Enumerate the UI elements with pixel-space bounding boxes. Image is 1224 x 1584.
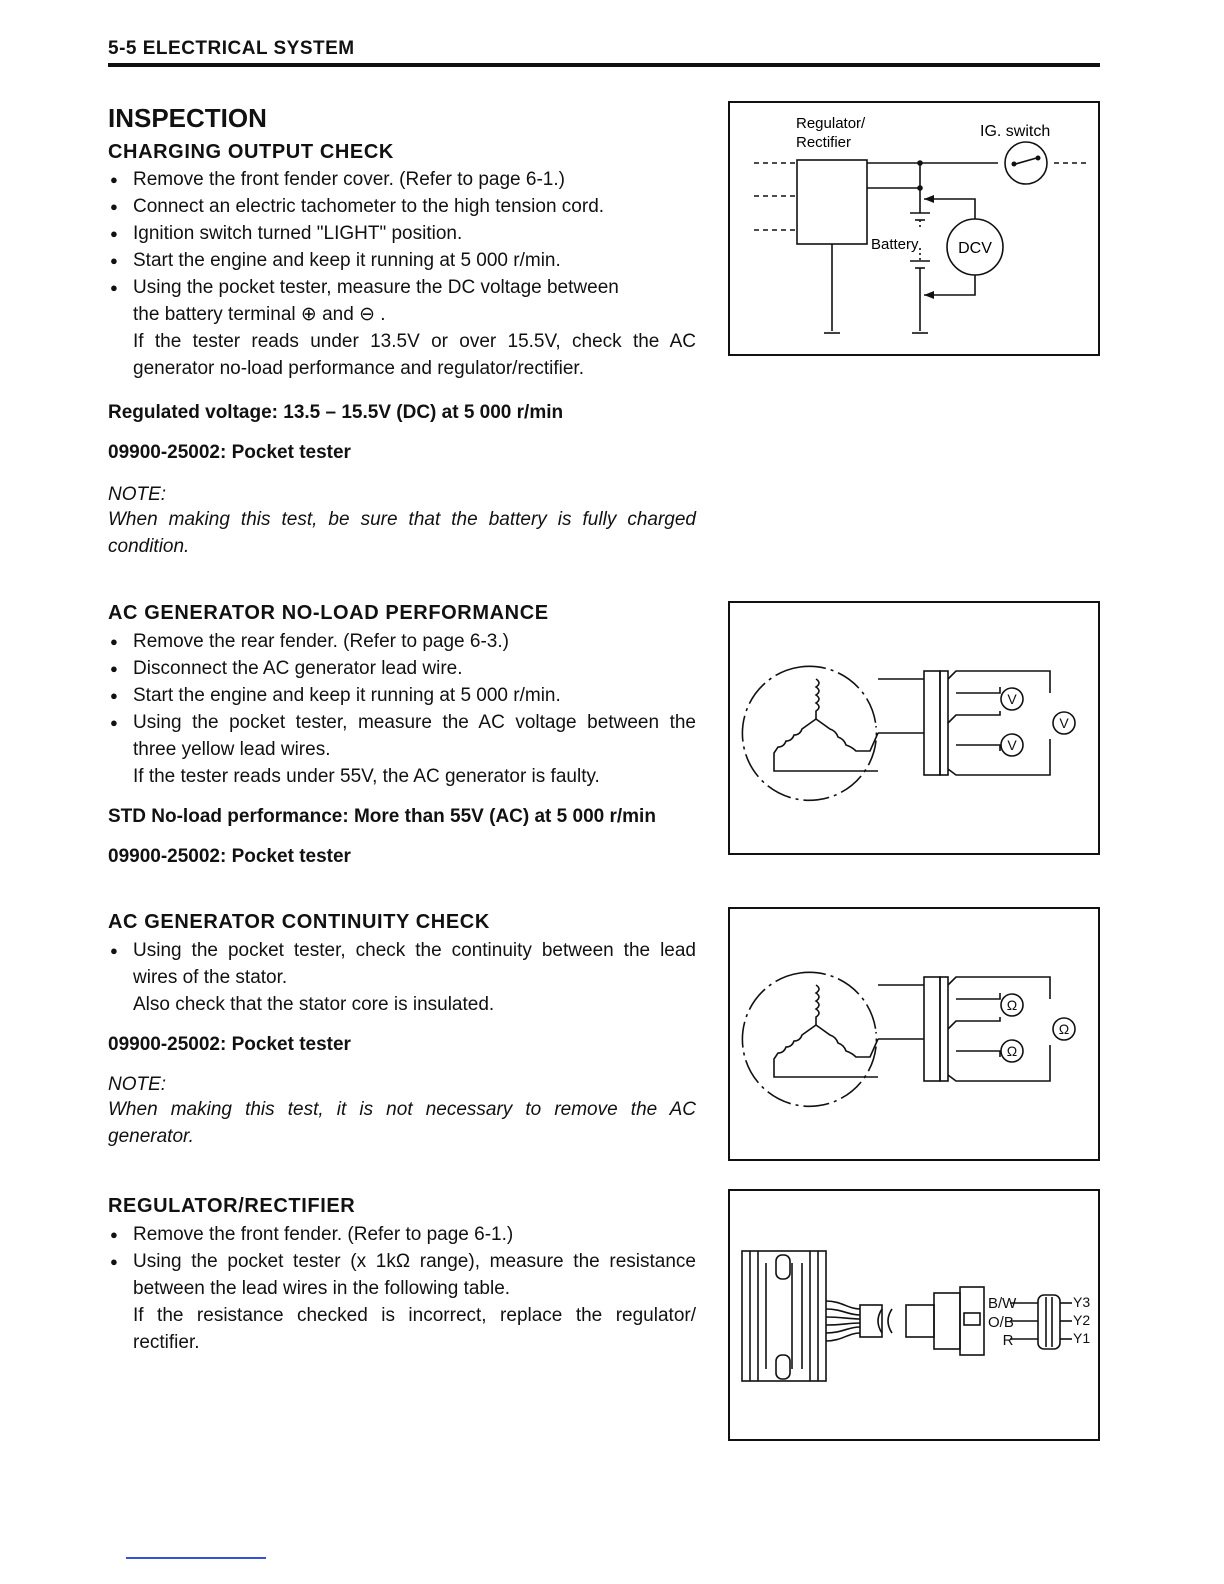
footer-rule: [126, 1557, 266, 1559]
list-item: ● Start the engine and keep it running at 5 000 r/min.: [108, 247, 696, 274]
ig-switch-icon: [1005, 142, 1047, 184]
regulator-diagram: [730, 1191, 1098, 1439]
noload-diagram: [730, 603, 1098, 853]
list-item: ● Using the pocket tester, measure the AC voltage between the three yellow lead wires.: [108, 709, 696, 763]
list-item: ● Connect an electric tachometer to the high tension cord.: [108, 193, 696, 220]
dcv-label: DCV: [958, 240, 992, 257]
charging-paragraph: If the tester reads under 13.5V or over 15.5V, check the AC generator no-load performance and regulator/rectifier.: [133, 331, 696, 379]
meter-symbol: Ω: [1006, 997, 1018, 1013]
inspection-title: INSPECTION: [108, 103, 267, 133]
list-item: ● Using the pocket tester, measure the DC voltage between: [108, 274, 696, 301]
stator-coil: [816, 985, 819, 1025]
continuity-bullets: [108, 937, 696, 991]
list-item: ● Remove the front fender. (Refer to page 6-1.): [108, 1221, 696, 1248]
noload-spec: STD No-load performance: More than 55V (AC) at 5 000 r/min: [108, 806, 656, 827]
charging-circuit-diagram: [730, 103, 1098, 354]
ig-switch-label: IG. switch: [980, 123, 1051, 140]
noload-section: [108, 602, 696, 868]
continuity-section: [108, 911, 696, 1150]
section-header: 5-5 ELECTRICAL SYSTEM: [108, 38, 355, 59]
tool-spec: 09900-25002: Pocket tester: [108, 442, 351, 463]
header-rule: [108, 63, 1100, 67]
coupler-icon: [1038, 1295, 1060, 1349]
wire-label: O/B: [988, 1314, 1014, 1331]
list-item: ● Remove the rear fender. (Refer to page 6-3.): [108, 628, 696, 655]
meter-symbol: V: [1059, 715, 1069, 731]
note-heading: NOTE:: [108, 484, 167, 505]
noload-bullets: [108, 628, 696, 763]
note-text: When making this test, be sure that the battery is fully charged condition.: [108, 509, 696, 557]
connector-housing-icon: [934, 1293, 960, 1349]
pin-label: Y2: [1073, 1312, 1091, 1328]
list-item: ● Using the pocket tester, check the continuity between the lead wires of the stator.: [108, 937, 696, 991]
continuity-paragraph: Also check that the stator core is insulated.: [133, 994, 495, 1015]
list-item: ● Using the pocket tester (x 1kΩ range), measure the resistance between the lead wires in the following table.: [108, 1248, 696, 1302]
meter-symbol: Ω: [1058, 1021, 1070, 1037]
charging-section: [108, 103, 696, 560]
tool-spec: 09900-25002: Pocket tester: [108, 1034, 351, 1055]
list-item: ● Remove the front fender cover. (Refer to page 6-1.): [108, 166, 696, 193]
rectifier-label: Rectifier: [796, 134, 852, 151]
continuity-diagram: [730, 909, 1098, 1159]
wire-label: R: [1002, 1332, 1014, 1349]
charging-bullets: [108, 166, 696, 301]
stator-coil: [816, 679, 819, 719]
charging-circuit-figure: [728, 101, 1100, 356]
continuity-figure: [728, 907, 1100, 1161]
continuity-title: AC GENERATOR CONTINUITY CHECK: [108, 911, 490, 933]
tool-spec: 09900-25002: Pocket tester: [108, 846, 351, 867]
stator-outline: [742, 667, 876, 800]
stator-outline: [742, 973, 876, 1106]
regulator-unit-icon: [742, 1251, 826, 1381]
meter-symbol: V: [1007, 691, 1017, 707]
meter-symbol: Ω: [1006, 1043, 1018, 1059]
regulator-figure: [728, 1189, 1100, 1441]
regulator-title: REGULATOR/RECTIFIER: [108, 1195, 356, 1217]
regulator-label: Regulator/: [796, 115, 866, 132]
meter-symbol: V: [1007, 737, 1017, 753]
regulator-bullets: [108, 1221, 696, 1302]
battery-label: Battery: [871, 236, 919, 253]
list-item: ● Start the engine and keep it running at 5 000 r/min.: [108, 682, 696, 709]
noload-paragraph: If the tester reads under 55V, the AC generator is faulty.: [133, 766, 600, 787]
bullet-continuation: the battery terminal ⊕ and ⊖ .: [133, 304, 386, 325]
regulated-voltage-spec: Regulated voltage: 13.5 – 15.5V (DC) at 5 000 r/min: [108, 402, 564, 423]
pin-label: Y1: [1073, 1330, 1091, 1346]
wire-label: B/W: [988, 1295, 1017, 1312]
pin-label: Y3: [1073, 1294, 1091, 1310]
note-heading: NOTE:: [108, 1074, 167, 1095]
noload-title: AC GENERATOR NO-LOAD PERFORMANCE: [108, 602, 549, 624]
regulator-box: [797, 160, 867, 244]
note-text: When making this test, it is not necessary to remove the AC generator.: [108, 1099, 696, 1147]
regulator-paragraph: If the resistance checked is incorrect, replace the regulator/ rectifier.: [133, 1305, 696, 1353]
regulator-section: [108, 1195, 696, 1356]
list-item: ● Disconnect the AC generator lead wire.: [108, 655, 696, 682]
charging-title: CHARGING OUTPUT CHECK: [108, 141, 394, 163]
noload-figure: [728, 601, 1100, 855]
list-item: ● Ignition switch turned "LIGHT" position.: [108, 220, 696, 247]
